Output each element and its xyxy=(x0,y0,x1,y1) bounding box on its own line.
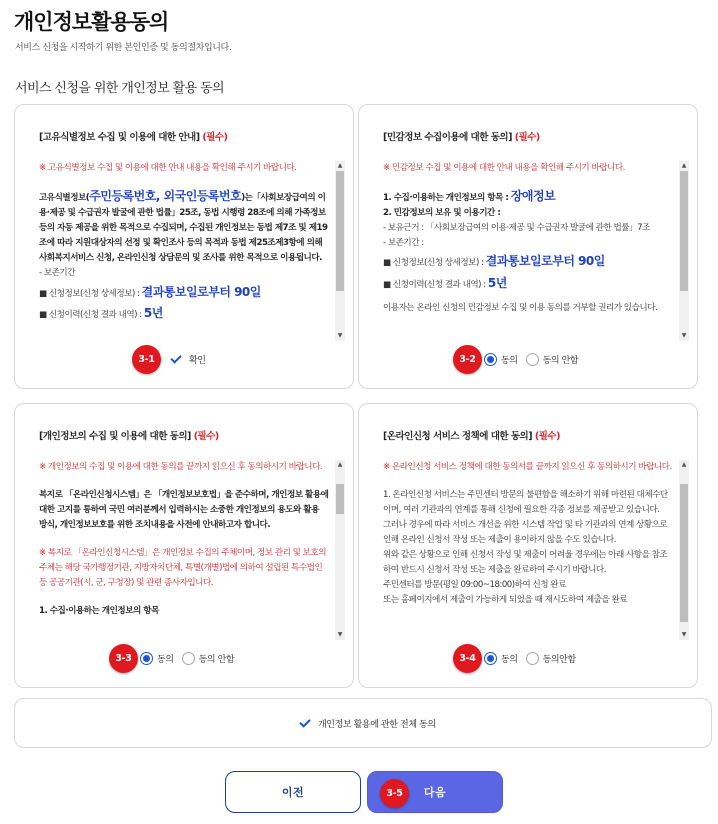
step-marker: 3-4 xyxy=(453,644,482,673)
scrollbar[interactable] xyxy=(335,161,345,341)
disagree-label[interactable]: 동의안함 xyxy=(542,655,576,665)
notice-text: ※ 복지로 「온라인신청시스템」은 개인정보 수집의 주체이며, 정보 관리 및 보호의 주체는 해당 국가행정기관, 지방자치단체, 특별(개별)법에 의하여 설립된 특수법인 등 공공기관(시, 군, 구청장) 및 관련 종사자입니다. xyxy=(39,548,327,588)
agree-label[interactable]: 동의 xyxy=(501,356,518,366)
required-badge: (필수) xyxy=(514,132,540,143)
checkbox-label: 확인 xyxy=(189,356,206,366)
terms-scroll-box[interactable] xyxy=(383,161,689,341)
scroll-thumb[interactable] xyxy=(680,484,688,622)
required-badge: (필수) xyxy=(534,431,560,442)
required-badge: (필수) xyxy=(202,132,228,143)
scrollbar[interactable] xyxy=(679,460,689,640)
policy-line: 그러나 경우에 따라 서비스 개선을 위한 시스템 작업 및 타 기관과의 연계 상황으로 인해 온라인 신청서 작성 또는 제출이 용이하지 않을 수도 있습니다. xyxy=(383,520,668,545)
scroll-thumb[interactable] xyxy=(336,484,344,514)
step-marker: 3-1 xyxy=(132,345,161,374)
period-row: ■ 신청이력(신청 결과 내역) : 5년 xyxy=(383,276,507,290)
checkmark-icon xyxy=(299,717,312,730)
agree-radio[interactable] xyxy=(484,652,497,665)
card-title: [고유식별정보 수집 및 이용에 대한 안내] (필수) xyxy=(39,132,228,143)
policy-line: 1. 온라인신청 서비스는 주민센터 방문의 불편함을 해소하기 위해 마련된 대체수단이며, 여러 기관과의 연계를 통해 신청에 필요한 각종 정보를 제공받고 있습니다. xyxy=(383,490,668,515)
item-detail: - 보유근거 : 「사회보장급여의 이용·제공 및 수급권자 발굴에 관한 법률」7조 xyxy=(383,223,650,233)
agree-label[interactable]: 동의 xyxy=(157,655,174,665)
agree-label[interactable]: 동의 xyxy=(501,655,518,665)
scroll-down-icon[interactable]: ▼ xyxy=(681,631,687,638)
item-row: 1. 수집·이용하는 개인정보의 항목 : 장애정보 xyxy=(383,189,556,203)
scroll-up-icon[interactable]: ▲ xyxy=(337,461,343,468)
terms-scroll-box[interactable] xyxy=(39,161,345,341)
disagree-radio[interactable] xyxy=(526,652,539,665)
step-marker: 3-2 xyxy=(453,345,482,374)
notice-text: ※ 민감정보 수집 및 이용에 대한 안내 내용을 확인해 주시기 바랍니다. xyxy=(383,163,625,173)
item-row: 1. 수집·이용하는 개인정보의 항목 xyxy=(39,606,159,616)
policy-line: 위와 같은 상황으로 인해 신청서 작성 및 제출이 어려울 경우에는 아래 사항을 참조하여 반드시 신청서 작성 또는 제출을 완료하여 주시기 바랍니다. xyxy=(383,550,668,575)
agree-radio[interactable] xyxy=(140,652,153,665)
period-row: ■ 신청정보(신청 상세정보) : 결과통보일로부터 90일 xyxy=(39,285,261,299)
page-subtitle: 서비스 신청을 시작하기 위한 본인인증 및 동의절차입니다. xyxy=(15,43,232,53)
step-marker: 3-3 xyxy=(109,644,138,673)
policy-line: 또는 홈페이지에서 제출이 가능하게 되었을 때 재시도하여 제출을 완료 xyxy=(383,595,628,605)
confirm-checkbox[interactable] xyxy=(170,353,206,366)
agree-radio[interactable] xyxy=(484,353,497,366)
scrollbar[interactable] xyxy=(679,161,689,341)
card-title: [온라인신청 서비스 정책에 대한 동의] (필수) xyxy=(383,431,560,442)
consent-radio-group xyxy=(484,652,584,665)
period-label: - 보존기간 xyxy=(39,268,76,278)
all-agree-box xyxy=(14,698,712,748)
highlight-text: 주민등록번호, 외국인등록번호 xyxy=(89,189,242,203)
terms-body: 고유식별정보(주민등록번호, 외국인등록번호)는「사회보장급여의 이용·제공 및 수급권자 발굴에 관한 법률」25조, 동법 시행령 28조에 의해 가족정보 등의 자동 제공을 위한 목적으로 수집되며, 수집된 개인정보는 동법 제7조 및 제19조에 따라 지원대상자의 선정 및 확인조사 등의 목적과 동법 제25조제3항에 의해 사회복지서비스 신청, 온라인신청 상담문의 및 조사를 위한 목적으로 이용됩니다. xyxy=(39,189,328,263)
tail-text: 이용자는 온라인 신청의 민감정보 수집 및 이용 동의를 거부할 권리가 있습니다. xyxy=(383,303,658,313)
scroll-thumb[interactable] xyxy=(336,171,344,291)
terms-body: 복지로 「온라인신청시스템」은 「개인정보보호법」을 준수하며, 개인정보 활용에 대한 고지를 통하여 국민 여러분께서 입력하시는 소중한 개인정보의 용도와 활용 방식, 개인정보보호를 위한 조치내용을 사전에 안내하고자 합니다. xyxy=(39,490,329,530)
all-agree-checkbox[interactable] xyxy=(299,717,436,730)
item-row: 2. 민감정보의 보유 및 이용기간 : xyxy=(383,208,501,218)
period-row: ■ 신청정보(신청 상세정보) : 결과통보일로부터 90일 xyxy=(383,254,605,268)
required-badge: (필수) xyxy=(193,431,219,442)
step-marker: 3-5 xyxy=(380,779,409,808)
terms-scroll-box[interactable] xyxy=(39,460,345,640)
disagree-label[interactable]: 동의 안함 xyxy=(198,655,235,665)
scroll-down-icon[interactable]: ▼ xyxy=(337,332,343,339)
terms-scroll-box[interactable] xyxy=(383,460,689,640)
next-button[interactable]: 다음 xyxy=(367,771,503,813)
item-detail: - 보존기간 : xyxy=(383,238,424,248)
section-title: 서비스 신청을 위한 개인정보 활용 동의 xyxy=(15,81,224,96)
scroll-up-icon[interactable]: ▲ xyxy=(681,162,687,169)
policy-line: 주민센터를 방문(평일 09:00~18:00)하여 신청 완료 xyxy=(383,580,566,590)
consent-card-unique-id xyxy=(14,104,354,389)
consent-card-sensitive xyxy=(358,104,698,389)
card-title: [민감정보 수집이용에 대한 동의] (필수) xyxy=(383,132,540,143)
scroll-down-icon[interactable]: ▼ xyxy=(681,332,687,339)
period-row: ■ 신청이력(신청 결과 내역) : 5년 xyxy=(39,306,163,320)
page-title: 개인정보활용동의 xyxy=(14,10,169,34)
scroll-thumb[interactable] xyxy=(680,171,688,291)
scroll-up-icon[interactable]: ▲ xyxy=(337,162,343,169)
scrollbar[interactable] xyxy=(335,460,345,640)
checkmark-icon xyxy=(170,353,183,366)
prev-button[interactable]: 이전 xyxy=(225,771,361,813)
disagree-label[interactable]: 동의 안함 xyxy=(542,356,579,366)
card-title: [개인정보의 수집 및 이용에 대한 동의] (필수) xyxy=(39,431,219,442)
scroll-down-icon[interactable]: ▼ xyxy=(337,631,343,638)
notice-text: ※ 개인정보의 수집 및 이용에 대한 동의를 끝까지 읽으신 후 동의하시기 바랍니다. xyxy=(39,462,323,472)
scroll-up-icon[interactable]: ▲ xyxy=(681,461,687,468)
all-agree-label: 개인정보 활용에 관한 전체 동의 xyxy=(318,720,436,730)
notice-text: ※ 온라인신청 서비스 정책에 대한 동의서를 끝까지 읽으신 후 동의하시기 바랍니다. xyxy=(383,462,672,472)
notice-text: ※ 고유식별정보 수집 및 이용에 대한 안내 내용을 확인해 주시기 바랍니다. xyxy=(39,163,297,173)
disagree-radio[interactable] xyxy=(526,353,539,366)
consent-radio-group xyxy=(484,353,586,366)
consent-radio-group xyxy=(140,652,242,665)
disagree-radio[interactable] xyxy=(182,652,195,665)
consent-card-online-policy xyxy=(358,403,698,688)
consent-card-personal-info xyxy=(14,403,354,688)
